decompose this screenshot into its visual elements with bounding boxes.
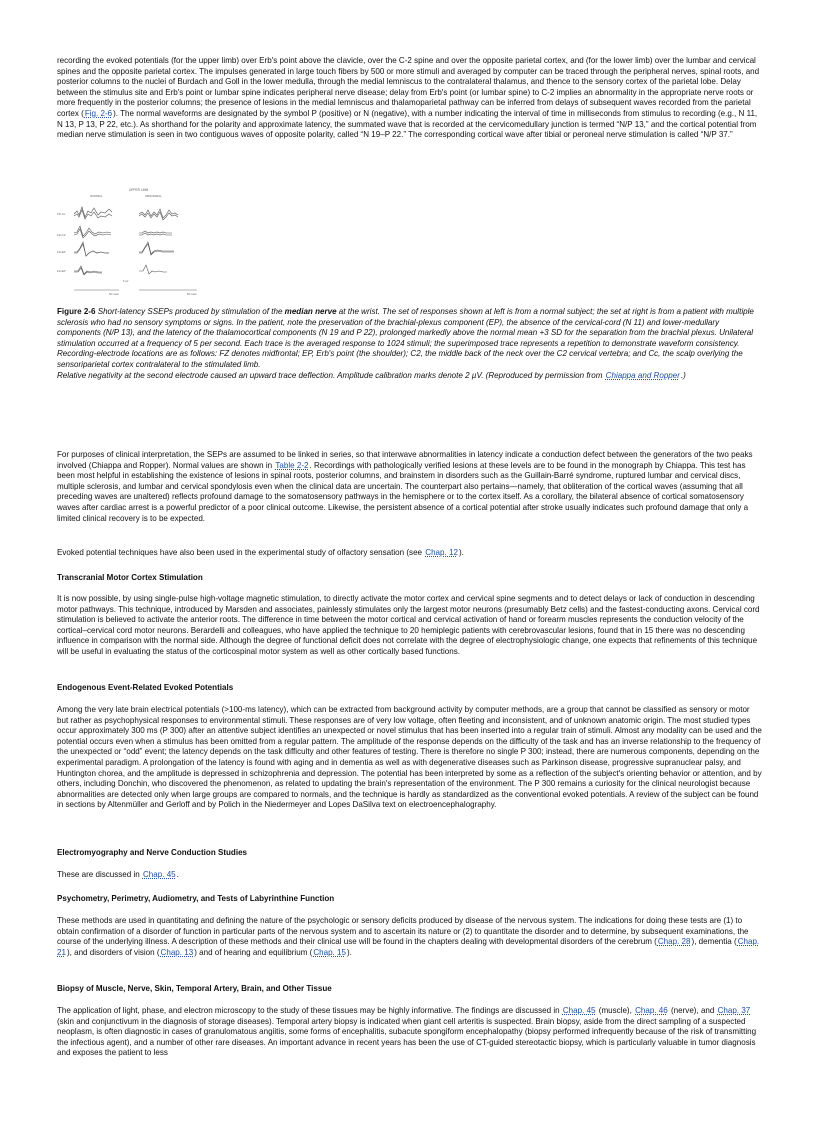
caption-text: Relative negativity at the second electrode caused an upward trace deflection. Amplitude calibration marks denote 2 µV. (Reproduced by permission from — [57, 370, 605, 380]
time-scale-label: 50 msec — [187, 293, 197, 296]
caption-label: Figure 2-6 — [57, 307, 96, 316]
chap-28-link[interactable]: Chap. 28 — [657, 937, 691, 947]
body-text: . — [176, 870, 179, 879]
body-text: The application of light, phase, and electron microscopy to the study of these tissues may be highly informative. The findings are discussed in — [57, 1006, 562, 1015]
row-label: FP-Cc — [57, 212, 66, 216]
body-text: ), dementia ( — [691, 937, 737, 947]
fig-2-6-link[interactable]: Fig. 2-6 — [84, 108, 113, 118]
caption-bold: median nerve — [284, 307, 337, 316]
body-text: These are discussed in — [57, 870, 142, 879]
heading-emg: Electromyography and Nerve Conduction Studies — [57, 848, 248, 857]
row-label: FZ-EP — [57, 269, 66, 273]
normal-traces — [74, 207, 112, 275]
intro-text-cont: ). The normal waveforms are designated by the symbol P (positive) or N (negative), with a number indicating the interval of time in milliseconds from stimulus to recording (e.g., N 11, N 13, P 13, P 22, etc.). As shorthand for the polarity and approximate latency, the summated wave that is recorded at the cervicomedullary junction is termed “N/P 13,” and the cortical potential from median nerve stimulation is seen in two contiguous waves of opposite polarity, called “N 19–P 22.” The corresponding cortical wave after tibial or peroneal nerve stimulation is called “N/P 37.” — [57, 108, 758, 140]
chap-13-link[interactable]: Chap. 13 — [160, 947, 194, 957]
amplitude-label: 5 µV — [123, 280, 129, 283]
chap-46-link[interactable]: Chap. 46 — [635, 1006, 668, 1015]
body-text: (muscle), — [596, 1006, 635, 1015]
erp-paragraph: Among the very late brain electrical potentials (>100-ms latency), which can be extracted from background activity by computer methods, are a group that cannot be classified as sensory or motor but rather as psychophysical responses to environmental stimuli. These responses are of very low voltage, often fleeting and inconsistent, and of unknown anatomic origin. The most studied types occur approximately 300 ms (P 300) after an attentive subject identifies an unexpected or novel stimulus that has been inserted into a regular train of stimuli. Almost any modality can be used and the potential occurs even when a stimulus has been omitted from a regular pattern. The amplitude of the response depends on the difficulty of the task and has an inverse relationship to the frequency of the unexpected or “odd” event; the latency depends on the task difficulty and other features of testing. There is therefore no single P 300; instead, there are numerous components, depending on the experimental paradigm. A prolongation of the latency is found with aging and in dementia as well as with degenerative diseases such as Parkinson disease, progressive supranuclear palsy, and Huntington chorea, and the amplitude is depressed in schizophrenia and depression. The potential has been interpreted by some as a reflection of the subject's orienting behavior or attention, and by others, including Donchin, who discovered the phenomenon, as related to updating the brain's representation of the environment. The P 300 remains a curiosity for the clinical neurologist because abnormalities are detected only when large groups are compared to normals, and the technique is hardly as standardized as the conventional evoked potentials. A review of the subject can be found in sections by Altenmüller and Gerloff and by Polich in the Niedermeyer and Lopes DaSilva text on electroencephalography. — [57, 705, 762, 810]
figure-col-normal: NORMAL — [90, 194, 103, 198]
caption-text: Short-latency SSEPs produced by stimulation of the — [95, 307, 285, 316]
body-text: These methods are used in quantitating and defining the nature of the psychologic or sensory deficits produced by disease of the nervous system. The indications for doing these tests are (1) to obtain confirmation of a disorder of function in particular parts of the nervous system and to ascertain its nature or (2) to quantitate the disorder and to determine, by subsequent examinations, the course of the underlying illness. A description of these methods and their clinical use will be found in the chapters dealing with developmental disorders of the cerebrum ( — [57, 916, 749, 947]
chiappa-ropper-link[interactable]: Chiappa and Ropper — [605, 370, 680, 380]
chap-15-link[interactable]: Chap. 15 — [313, 947, 346, 957]
figure-title: UPPER LIMB — [129, 188, 149, 192]
biopsy-paragraph — [57, 1006, 763, 1059]
row-label: FZ-C2 — [57, 233, 66, 237]
chap-12-link[interactable]: Chap. 12 — [425, 548, 458, 557]
emg-paragraph — [57, 870, 763, 881]
body-text: ). — [458, 548, 464, 557]
psychometry-paragraph — [57, 916, 763, 958]
chap-45-link[interactable]: Chap. 45 — [142, 870, 176, 879]
body-text: . Recordings with pathologically verified lesions at these levels are to be found in the monograph by Chiappa. This test has been most helpful in establishing the existence of lesions in spinal roots, posterior columns, and brainstem in disorders such as the Guillain-Barré syndrome, ruptured lumbar and cervical discs, multiple sclerosis, and lumbar and cervical spondylosis even when the clinical data are uncertain. The counterpart also pertains—namely, that obliteration of the cortical waves (assuming that all preceding waves are unaltered) reflects profound damage to the somatosensory pathways in the hemisphere or to the cortex itself. As a corollary, the bilateral absence of cortical somatosensory waves after cardiac arrest is a powerful predictor of a poor clinical outcome. Likewise, the persistent absence of a cortical potential after stroke usually indicates such profound damage that only a limited clinical recovery is to be expected. — [57, 460, 749, 523]
body-text: ), and disorders of vision ( — [66, 947, 160, 957]
figure-caption — [57, 307, 763, 381]
abnormal-traces — [139, 209, 178, 274]
heading-psychometry: Psychometry, Perimetry, Audiometry, and Tests of Labyrinthine Function — [57, 894, 335, 903]
sep-interpretation-paragraph — [57, 450, 763, 524]
chap-21-link[interactable]: Chap. 21 — [57, 937, 760, 957]
ssep-waveforms — [57, 186, 217, 298]
caption-text: .) — [680, 370, 686, 380]
body-text: (nerve), and — [668, 1006, 717, 1015]
heading-biopsy: Biopsy of Muscle, Nerve, Skin, Temporal Artery, Brain, and Other Tissue — [57, 984, 332, 993]
body-text: For purposes of clinical interpretation, the SEPs are assumed to be linked in series, so that interwave abnormalities in latency indicate a conduction defect between the generators of the two peaks involved (Chiappa and Ropper). Normal values are shown in — [57, 450, 753, 470]
body-text: ). — [346, 947, 352, 957]
caption-text: at the wrist. The set of responses shown at left is from a normal subject; the set at right is from a patient with multiple sclerosis who had no sensory symptoms or signs. In the patient, note the preservation of the brachial-plexus component (EP), the absence of the cervical-cord (N 11) and lower-medullary components (N/P 13), and the latency of the thalamocortical components (N 19 and P 22), prolonged markedly above the normal mean +3 SD for the separation from the brachial plexus. Unilateral stimulation occurred at a frequency of 5 per second. Each trace is the averaged response to 1024 stimuli; the superimposed trace represents a repetition to demonstrate waveform consistency. Recording-electrode locations are as follows: FZ denotes midfrontal; EP, Erb's point (the shoulder); C2, the middle back of the neck over the C2 cervical vertebra; and Cc, the scalp overlying the sensoriparietal cortex contralateral to the stimulated limb. — [57, 307, 754, 369]
chap-45-muscle-link[interactable]: Chap. 45 — [562, 1006, 596, 1015]
body-text: Evoked potential techniques have also been used in the experimental study of olfactory sensation (see — [57, 548, 425, 557]
figure-col-abnormal: ABNORMAL — [145, 194, 162, 198]
time-scale-label: 50 msec — [109, 293, 119, 296]
heading-erp: Endogenous Event-Related Evoked Potentials — [57, 683, 234, 692]
intro-paragraph — [57, 56, 763, 141]
chap-37-link[interactable]: Chap. 37 — [717, 1006, 751, 1015]
body-text: (skin and conjunctivum in the diagnosis of storage diseases). Temporal artery biopsy is indicated when giant cell arteritis is suspected. Brain biopsy, aside from the direct sampling of a suspected neoplasm, is often diagnostic in cases of granulomatous angiitis, some forms of encephalitis, subacute spongiform encephalopathy (biopsy performed infrequently because of the risk of transmitting the infectious agent), and a number of other rare diseases. An important advance in recent years has been the use of CT-guided stereotactic biopsy, which is particularly valuable in tumor diagnosis and exposes the patient to less — [57, 1016, 757, 1058]
body-text: ) and of hearing and equilibrium ( — [194, 947, 313, 957]
table-2-2-link[interactable]: Table 2-2 — [275, 460, 309, 470]
ssep-figure — [57, 186, 217, 298]
heading-tms: Transcranial Motor Cortex Stimulation — [57, 573, 203, 582]
intro-text: recording the evoked potentials (for the upper limb) over Erb's point above the clavicle, over the C-2 spine and over the opposite parietal cortex, and (for the lower limb) over the lumbar and cervical spines and the opposite parietal cortex. The impulses generated in large touch fibers by 500 or more stimuli and averaged by computer can be traced through the peripheral nerves, spinal roots, and posterior columns to the nuclei of Burdach and Goll in the lower medulla, through the medial lemniscus to the contralateral thalamus, and thence to the sensory cortex of the parietal lobe. Delay between the stimulus site and Erb's point or lumbar spine indicates peripheral nerve disease; delay from Erb's point (or lumbar spine) to C-2 implies an abnormality in the appropriate nerve roots or more frequently in the posterior columns; the presence of lesions in the medial lemniscus and thalamoparietal pathway can be inferred from delays of subsequent waves recorded from the parietal cortex ( — [57, 56, 760, 118]
row-label: FZ-EP — [57, 250, 66, 254]
olfactory-paragraph — [57, 548, 763, 559]
tms-paragraph: It is now possible, by using single-pulse high-voltage magnetic stimulation, to directly activate the motor cortex and cervical spine segments and to detect delays or lack of conduction in descending motor pathways. This technique, introduced by Marsden and associates, painlessly stimulates only the largest motor neurons (presumably Betz cells) and the fastest-conducting axons. Cervical cord stimulation is believed to activate the anterior roots. The difference in time between the motor cortical and cervical activation of hand or forearm muscles represents the conduction velocity of the cortical–cervical cord motor neurons. Berardelli and colleagues, who have applied the technique to 20 hemiplegic patients with cerebrovascular lesions, found that in 15 there was no descending influence in comparison with the normal side. Although the degree of functional deficit does not correlate with the degree of electrophysiologic change, one expects that refinements of this technique will be useful in evaluating the status of the corticospinal motor system as well as other cortically based functions. — [57, 594, 760, 656]
